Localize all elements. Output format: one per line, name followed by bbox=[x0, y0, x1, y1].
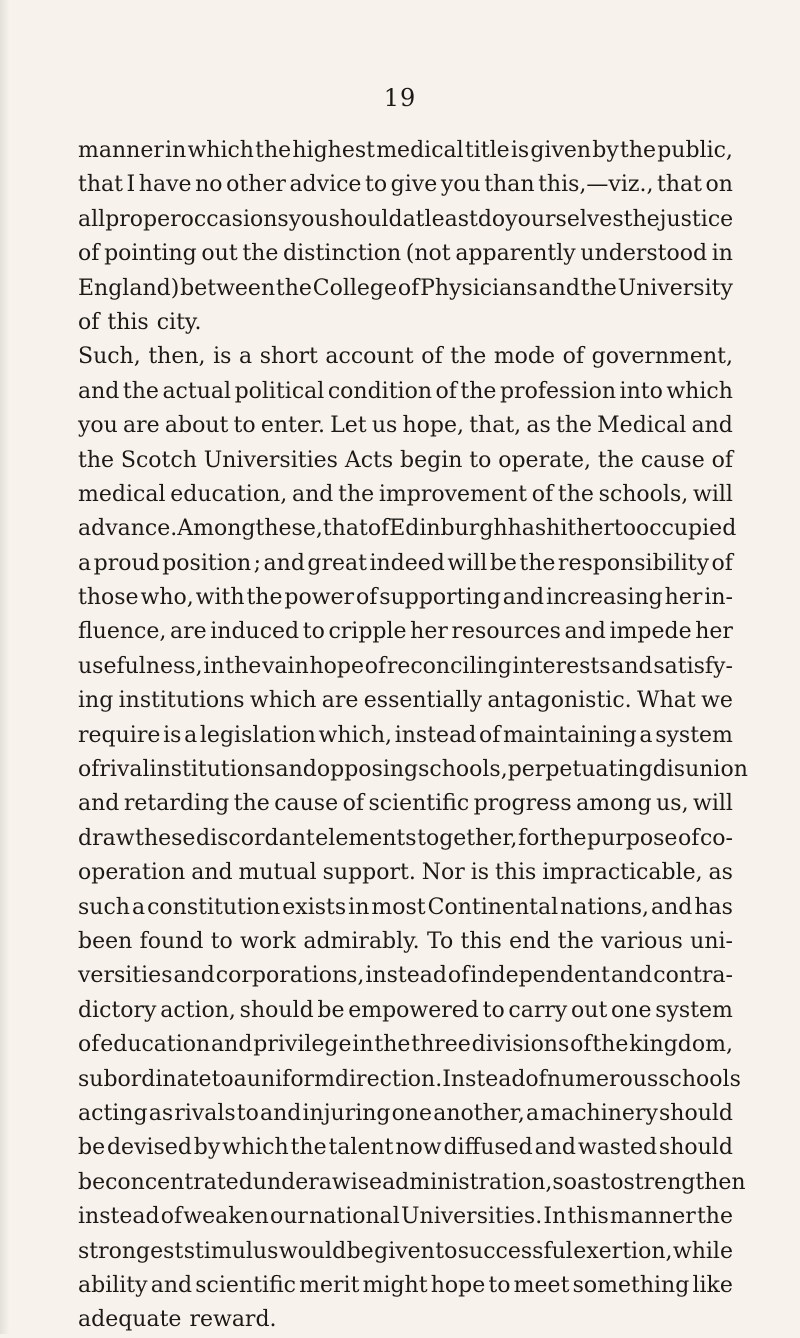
text-line: and the actual political condition of the profession into which bbox=[78, 378, 733, 404]
text-line: ability and scientific merit might hope to meet something like bbox=[78, 1272, 733, 1298]
text-line: dictory action, should be empowered to carry out one system bbox=[78, 997, 733, 1023]
text-line: strongest stimulus would be given to successful exertion, while bbox=[78, 1238, 733, 1264]
text-line: and retarding the cause of scientific progress among us, will bbox=[78, 791, 733, 817]
text-line: of education and privilege in the three divisions of the kingdom, bbox=[78, 1032, 733, 1058]
text-line: you are about to enter. Let us hope, that, as the Medical and bbox=[78, 413, 733, 439]
text-line: draw these discordant elements together, for the purpose of co- bbox=[78, 825, 733, 851]
text-line: subordinate to a uniform direction. Instead of numerous schools bbox=[78, 1066, 741, 1092]
text-line: adequate reward. bbox=[78, 1307, 277, 1333]
text-line: be concentrated under a wise administration, so as to strengthen bbox=[78, 1169, 746, 1195]
text-line: the Scotch Universities Acts begin to operate, the cause of bbox=[78, 447, 733, 473]
text-line: versities and corporations, instead of independent and contra- bbox=[78, 963, 733, 989]
text-line: manner in which the highest medical title is given by the public, bbox=[78, 138, 733, 163]
text-line: all proper occasions you should at least do yourselves the justice bbox=[78, 206, 734, 232]
text-line: be devised by which the talent now diffused and wasted should bbox=[78, 1135, 733, 1161]
text-line: ing institutions which are essentially antagonistic. What we bbox=[78, 688, 733, 714]
text-line: fluence, are induced to cripple her resources and impede her bbox=[78, 619, 733, 645]
text-line: instead of weaken our national Universities. In this manner the bbox=[78, 1204, 733, 1230]
page-number: 19 bbox=[383, 84, 417, 112]
text-line: Such, then, is a short account of the mode of government, bbox=[78, 344, 733, 370]
text-line: usefulness, in the vain hope of reconciling interests and satisfy- bbox=[78, 653, 733, 679]
text-line: acting as rivals to and injuring one another, a machinery should bbox=[78, 1100, 733, 1126]
text-line: of this city. bbox=[78, 309, 202, 335]
text-line: England) between the College of Physicians and the University bbox=[78, 275, 733, 301]
text-line: a proud position ; and great indeed will be the responsibility of bbox=[78, 550, 733, 576]
text-line: of rival institutions and opposing schools, perpetuating disunion bbox=[78, 757, 748, 783]
text-line: that I have no other advice to give you than this,—viz., that on bbox=[78, 172, 733, 198]
text-line: operation and mutual support. Nor is this impracticable, as bbox=[78, 860, 733, 886]
text-line: require is a legislation which, instead of maintaining a system bbox=[78, 722, 733, 748]
text-line: medical education, and the improvement of the schools, will bbox=[78, 481, 733, 507]
text-line: of pointing out the distinction (not apparently understood in bbox=[78, 241, 733, 267]
text-line: those who, with the power of supporting and increasing her in- bbox=[78, 585, 733, 611]
text-line: such a constitution exists in most Continental nations, and has bbox=[78, 894, 733, 920]
body-text bbox=[78, 134, 748, 1338]
page-edge-shadow bbox=[0, 0, 10, 1334]
text-line: advance. Among these, that of Edinburgh has hitherto occupied bbox=[78, 516, 737, 542]
text-line: been found to work admirably. To this end the various uni- bbox=[78, 928, 733, 954]
